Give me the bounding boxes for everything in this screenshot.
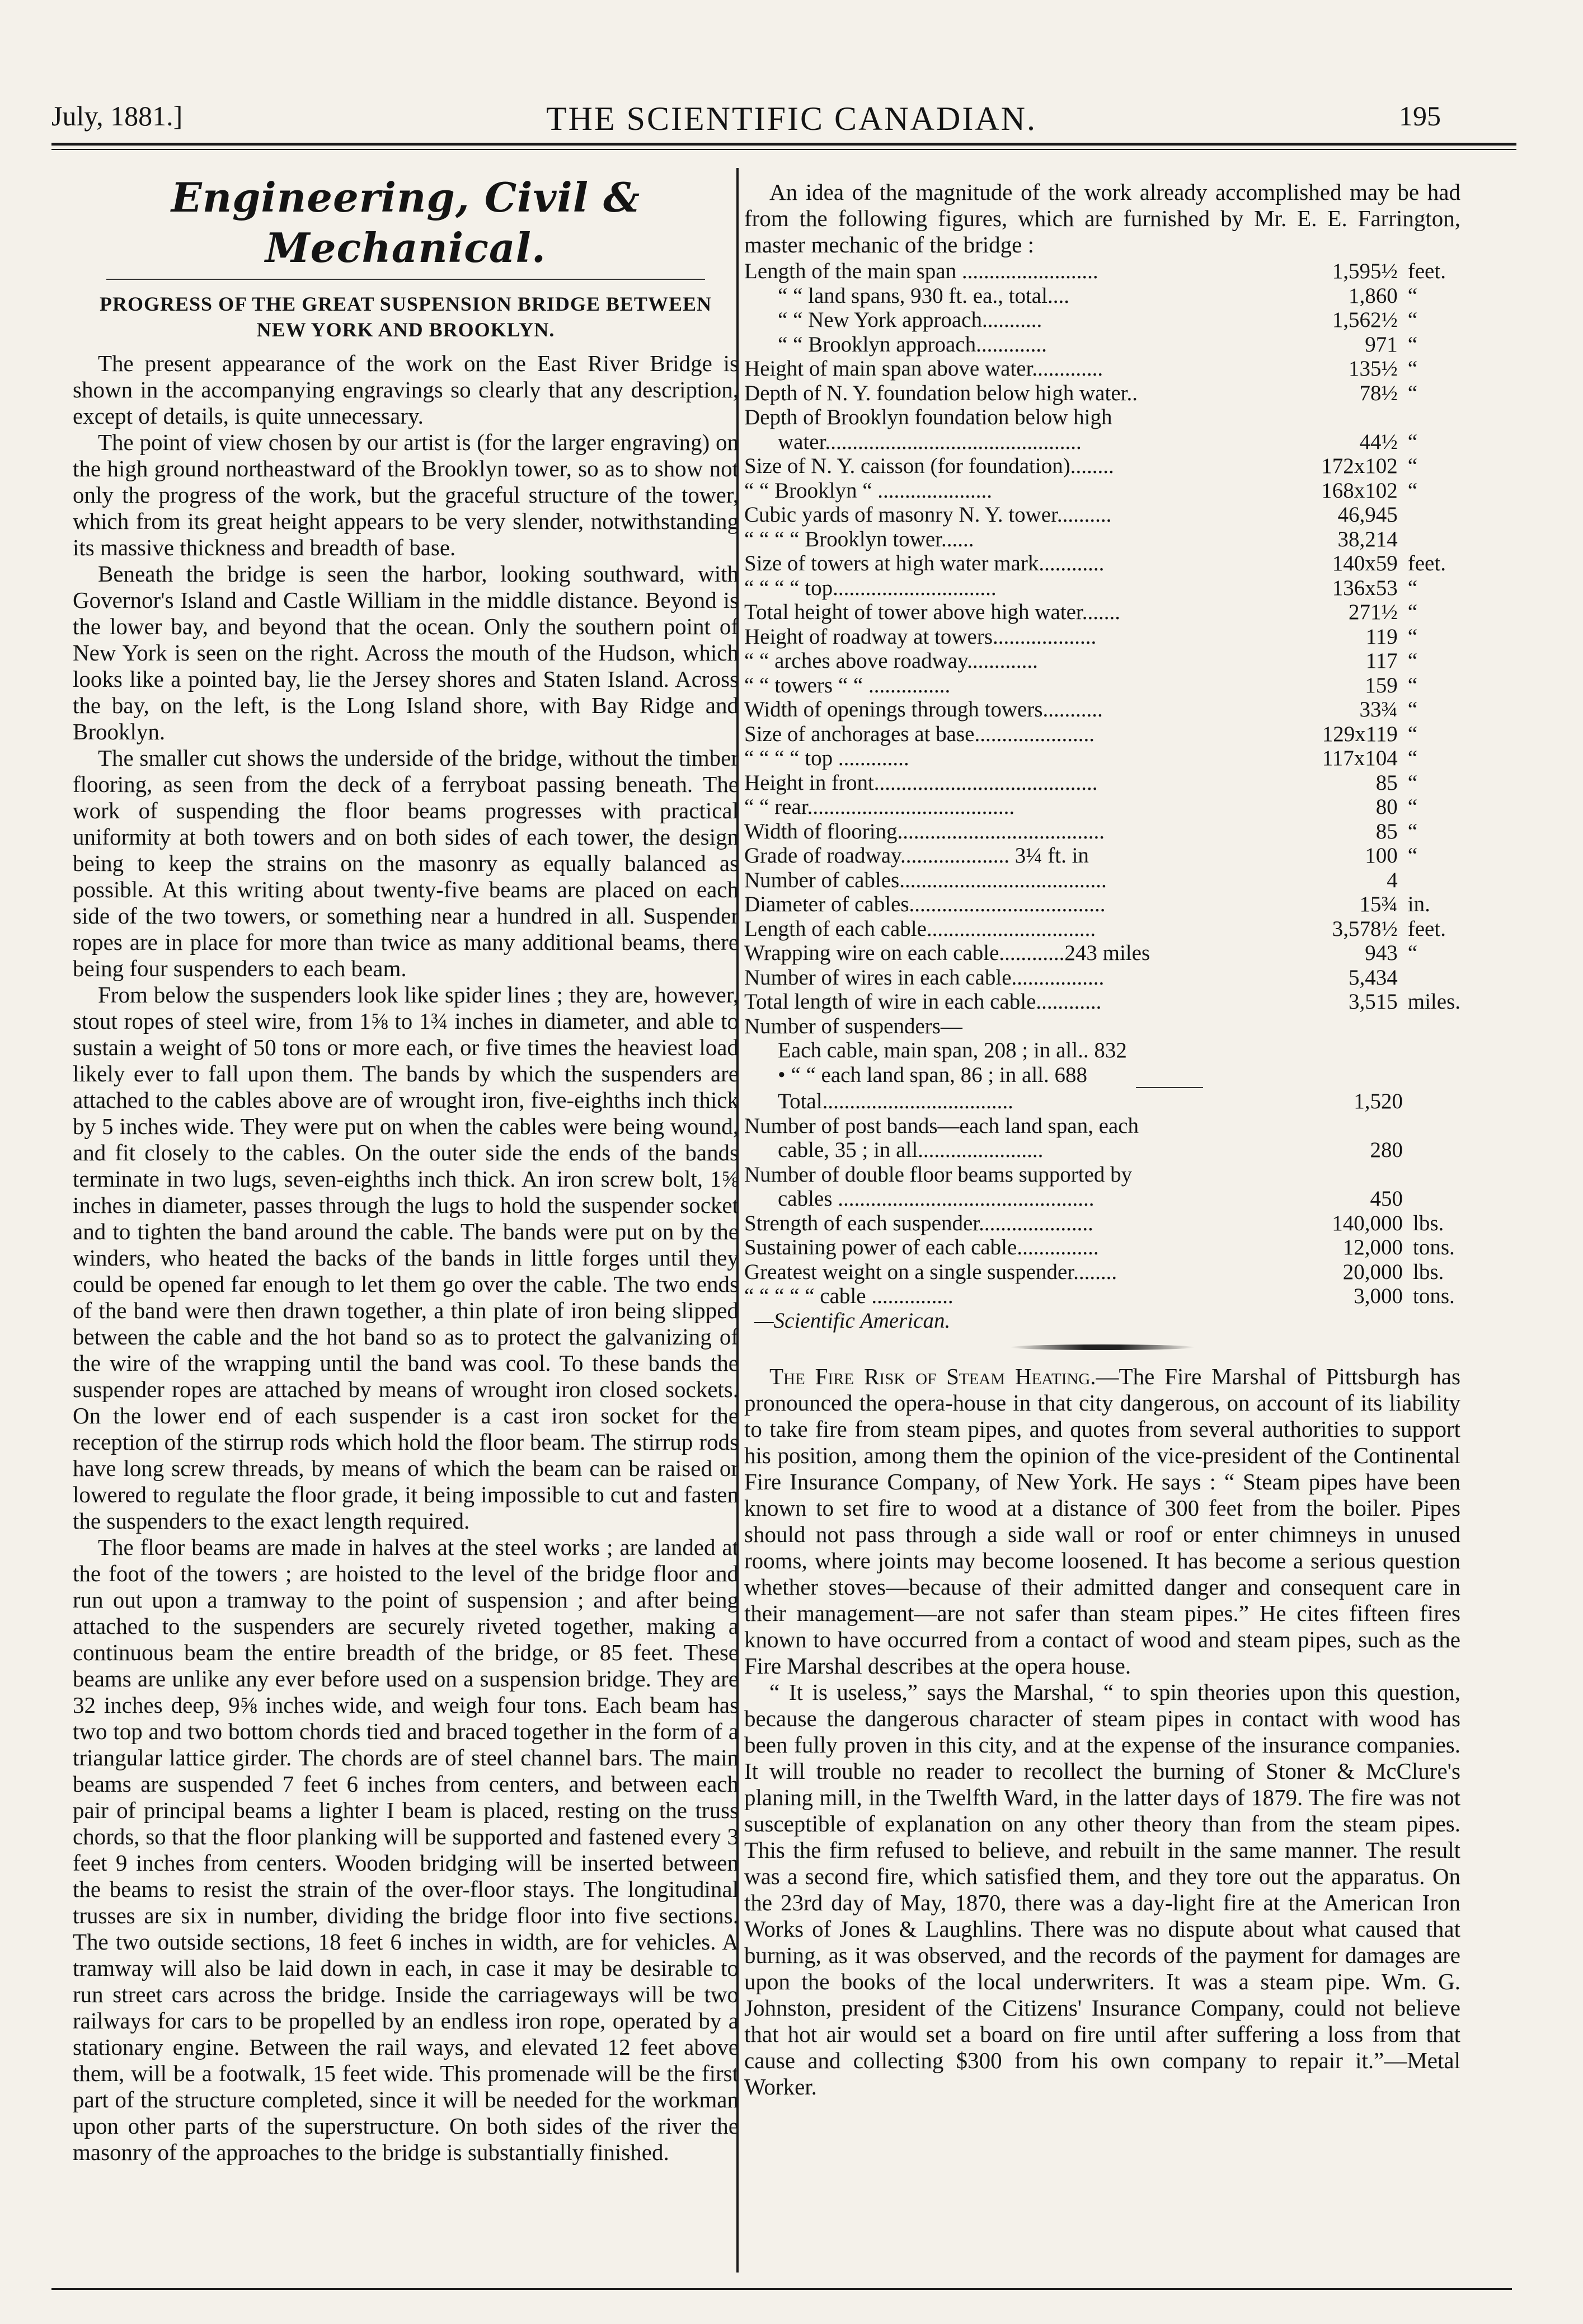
stats-label: Height of main span above water............. [744,357,1103,381]
running-head-title: THE SCIENTIFIC CANADIAN. [546,100,1037,137]
stats-row [744,649,1460,673]
stats-row [744,1014,1460,1039]
left-column [73,172,739,2166]
stats-label: “ “ rear...................................... [744,795,1015,819]
stats-value: 3,515 [1349,990,1398,1014]
stats-value: 4 [1387,868,1398,892]
stats-label: “ “ Brooklyn approach............. [778,332,1047,357]
stats-unit: tons. [1413,1235,1455,1259]
stats-row [744,284,1460,308]
stats-unit: “ [1407,308,1418,332]
stats-value: 38,214 [1337,527,1398,551]
stats-label: “ “ “ “ Brooklyn tower...... [744,527,974,551]
article-paragraph: The point of view chosen by our artist is (for the larger engraving) on the high ground northeastward of the Brooklyn tower, so as to show not only the progress of the work, but the graceful structure of the tower, which from its great height appears to be very slender, notwithstanding its massive thickness and breadth of base. [73,429,739,560]
stats-row [744,868,1460,893]
article2-title: The Fire Risk of Steam Heating. [769,1363,1096,1389]
stats-label: Size of N. Y. caisson (for foundation)........ [744,454,1114,478]
stats-label: Number of double floor beams supported by [744,1162,1133,1187]
stats-value: 78½ [1359,381,1398,405]
stats-row [744,576,1460,601]
stats-value [1280,1014,1408,1039]
stats-unit: tons. [1413,1284,1455,1308]
stats-label: Number of post bands—each land span, each [744,1113,1139,1138]
stats-unit: feet. [1407,551,1446,575]
stats-unit: lbs. [1413,1211,1444,1235]
stats-value [1280,1038,1408,1063]
stats-row [744,771,1460,795]
stats-unit [1413,1089,1460,1114]
stats-row [744,600,1460,625]
stats-value: 1,562½ [1332,308,1398,332]
stats-row [744,1211,1460,1236]
article-title-line1: PROGRESS OF THE GREAT SUSPENSION BRIDGE BETWEEN [100,293,712,315]
stats-row [744,1038,1460,1063]
total-rule [1136,1087,1203,1088]
stats-label: “ “ towers “ “ ............... [744,673,951,697]
stats-row [744,1187,1460,1211]
stats-value: 119 [1365,624,1398,649]
stats-label: Diameter of cables.................................... [744,892,1106,916]
stats-row [744,1138,1460,1163]
stats-unit [1408,527,1460,552]
stats-value: 117 [1365,649,1398,673]
stats-unit: “ [1407,600,1418,624]
stats-row [744,941,1460,966]
article-paragraph: From below the suspenders look like spider lines ; they are, however, stout ropes of steel wire, from 1⅝ to 1¾ inches in diameter, and able to sustain a weight of 50 tons or more each, or five times the heaviest load likely ever to fall upon them. The bands by which the suspenders are attached to the cables above are of wrought iron, five-eighths inch thick by 5 inches wide. They were put on when the cables were being wound, and fit closely to the cables. On the outer side the ends of the bands terminate in two lugs, seven-eighths inch thick. An iron screw bolt, 1⅝ inches in diameter, passes through the lugs to hold the suspender socket and to tighten the band around the cable. The bands were put on by the winders, who heated the backs of the bands in little forges until they could be opened far enough to let them go over the cable. The two ends of the band were then drawn together, a thin plate of iron being slipped between the cable and the hot band so as to protect the galvanizing of the wire of the wrapping until the band was cool. To these bands the suspender ropes are attached by means of wrought iron closed sockets. On the lower end of each suspender is a cast iron socket for the reception of the stirrup rods which hold the floor beam. The stirrup rods have long screw threads, by means of which the beam can be raised or lowered to regulate the floor grade, it being impossible to cut and fasten the suspenders to the exact length required. [73,982,739,1534]
stats-row [744,454,1460,479]
stats-value [1280,1063,1408,1088]
stats-unit [1408,966,1460,990]
stats-value: 117x104 [1322,746,1398,770]
stats-value [1285,1114,1413,1138]
stats-label: Greatest weight on a single suspender........ [744,1259,1117,1284]
stats-row [744,1163,1460,1187]
stats-unit: “ [1407,357,1418,381]
stats-value: 271½ [1349,600,1398,624]
article2-paragraph: “ It is useless,” says the Marshal, “ to spin theories upon this question, because the dangerous character of steam pipes in contact with wood has been fully proven in this city, and at the expense of the insurance companies. It will trouble no reader to recollect the burning of Stoner & McClure's planing mill, in the Twelfth Ward, in the latter days of 1879. The fire was not susceptible of explanation on any other theory than from the steam pipes. This the firm refused to believe, and rebuilt in the same manner. The result was a second fire, which satisfied them, and they tore out the apparatus. On the 23rd day of May, 1870, there was a day-light fire at the American Iron Works of Jones & Laughlins. There was no dispute about what caused that burning, as it was observed, and the records of the payment for damages are upon the books of the local underwriters. It was a steam pipe. Wm. G. Johnston, president of the Citizens' Insurance Company, could not believe that hot air would set a board on fire until after suffering a loss from that cause and collecting $300 from his own company to repair it.”—Metal Worker. [744,1679,1460,2100]
stats-row [744,844,1460,868]
stats-value [1285,1163,1413,1187]
stats-row [744,917,1460,941]
stats-unit [1408,1038,1460,1063]
stats-label: Number of cables...................................... [744,868,1107,892]
stats-unit: “ [1407,844,1418,868]
stats-value: 1,860 [1349,283,1398,308]
stats-unit: “ [1407,624,1418,649]
stats-value: 44½ [1359,429,1398,454]
stats-unit: miles. [1407,990,1460,1014]
stats-row [744,892,1460,917]
stats-label: Width of openings through towers........... [744,697,1103,721]
stats-value: 172x102 [1321,454,1398,478]
stats-label: Sustaining power of each cable............... [744,1235,1099,1259]
bridge-figures-table [744,259,1460,1087]
stats-row [744,795,1460,819]
stats-label: Length of the main span ......................... [744,259,1098,283]
article-paragraph: The smaller cut shows the underside of the bridge, without the timber flooring, as seen from the deck of a ferryboat passing beneath. The work of suspending the floor beams progresses with practical uniformity at both towers and on both sides of each tower, the design being to keep the strains on the masonry as equally balanced as possible. At this writing about twenty-five beams are placed on each side of the two towers, or something near a hundred in all. Suspender ropes are in place for more than twice as many additional beams, there being four suspenders to each beam. [73,745,739,981]
stats-value: 46,945 [1337,503,1398,527]
stats-unit: “ [1407,941,1418,965]
stats-label: Size of towers at high water mark............ [744,551,1105,575]
stats-label: Strength of each suspender..................... [744,1211,1093,1235]
stats-unit: “ [1407,673,1418,697]
stats-value: 85 [1375,770,1398,795]
stats-value: 971 [1365,332,1398,357]
stats-row [744,697,1460,722]
stats-value: 159 [1365,673,1398,697]
stats-row [744,405,1460,430]
stats-value: 80 [1375,795,1398,819]
stats-unit [1413,1138,1460,1163]
header-rule [51,143,1516,146]
stats-label: Width of flooring...................................... [744,819,1105,844]
ornamental-divider [1010,1344,1195,1350]
stats-label: “ “ “ “ “ cable ............... [744,1284,953,1308]
stats-label: Height of roadway at towers................... [744,624,1097,649]
stats-label: Size of anchorages at base...................... [744,721,1095,746]
stats-value: 5,434 [1349,965,1398,990]
article-title-line2: NEW YORK AND BROOKLYN. [256,318,555,341]
stats-label: Total................................... [778,1089,1013,1113]
stats-row [744,381,1460,406]
source-credit: —Scientific American. [754,1308,951,1333]
stats-unit: “ [1407,332,1418,357]
article-paragraph: The floor beams are made in halves at the steel works ; are landed at the foot of the towers ; are hoisted to the level of the bridge floor and run out upon a tramway to the point of suspension ; and after being attached to the suspenders are securely riveted together, making a continuous beam the entire breadth of the bridge, or 85 feet. These beams are unlike any ever before used on a suspension bridge. They are 32 inches deep, 9⅝ inches wide, and weigh four tons. Each beam has two top and two bottom chords tied and braced together in the form of a triangular lattice girder. The chords are of steel channel bars. The main beams are suspended 7 feet 6 inches from centers, and between each pair of principal beams a lighter I beam is placed, resting on the truss chords, so that the floor planking will be supported and fastened every 3 feet 9 inches from centers. Wooden bridging will be inserted between the beams to resist the strain of the over-floor stays. The longitudinal trusses are six in number, dividing the bridge floor into five sections. The two outside sections, 18 feet 6 inches in width, are for vehicles. A tramway will also be laid down in each, in case it may be desirable to run street cars across the bridge. Inside the carriageways will be two railways for cars to be propelled by an endless iron rope, operated by a stationary engine. Between the rail ways, and elevated 12 feet above them, will be a footwalk, 15 feet wide. This promenade will be the first part of the structure completed, since it will be needed for the workman upon other parts of the superstructure. On both sides of the river the masonry of the approaches to the bridge is substantially finished. [73,1534,739,2165]
stats-label: “ “ New York approach........... [778,308,1042,332]
stats-label: Number of wires in each cable................. [744,965,1105,990]
page-number: 195 [1399,100,1441,132]
section-title: Engineering, Civil & Mechanical. [171,174,641,271]
stats-unit: feet. [1407,259,1446,283]
stats-row [744,1260,1460,1285]
stats-value: 3,000 [1354,1284,1403,1308]
stats-label: Number of suspenders— [744,1014,962,1038]
stats-label: Length of each cable............................... [744,916,1096,941]
stats-row [744,722,1460,747]
stats-row [744,966,1460,990]
stats-unit [1408,1014,1460,1039]
stats-value: 129x119 [1322,721,1398,746]
stats-unit [1408,503,1460,527]
stats-unit [1413,1114,1460,1138]
stats-value: 85 [1375,819,1398,844]
stats-label: Depth of Brooklyn foundation below high [744,405,1112,429]
stats-label: cable, 35 ; in all....................... [778,1138,1044,1162]
stats-unit [1413,1163,1460,1187]
stats-unit [1413,1187,1460,1211]
stats-label: water............................................... [778,429,1082,454]
stats-row [744,1284,1460,1309]
stats-value [1280,405,1408,430]
right-column [744,179,1460,2100]
stats-label: Wrapping wire on each cable............243 miles [744,941,1150,965]
stats-unit: “ [1407,721,1418,746]
stats-unit: “ [1407,697,1418,721]
stats-row [744,551,1460,576]
stats-intro: An idea of the magnitude of the work already accomplished may be had from the following figures, which are furnished by Mr. E. E. Farrington, master mechanic of the bridge : [744,179,1460,257]
stats-label: “ “ “ “ top.............................. [744,575,997,600]
stats-row [744,1235,1460,1260]
article2-paragraph [744,1364,1460,1679]
stats-value: 15¾ [1359,892,1398,916]
article-paragraph: The present appearance of the work on the East River Bridge is shown in the accompanying engravings so clearly that any description, except of details, is quite unnecessary. [73,350,739,429]
stats-unit [1408,868,1460,893]
stats-row [744,479,1460,503]
stats-value: 1,520 [1354,1089,1403,1113]
stats-value: 33¾ [1359,697,1398,721]
stats-label: cables ............................................... [778,1187,1095,1211]
stats-label: • “ “ each land span, 86 ; in all. 688 [778,1062,1087,1087]
stats-value: 280 [1370,1138,1403,1162]
stats-value: 12,000 [1342,1235,1403,1259]
stats-row [744,1089,1460,1114]
stats-value: 135½ [1349,357,1398,381]
stats-unit: “ [1407,819,1418,844]
stats-unit: “ [1407,770,1418,795]
stats-unit: feet. [1407,916,1446,941]
stats-unit [1408,1063,1460,1088]
article-paragraph: Beneath the bridge is seen the harbor, looking southward, with Governor's Island and Castle William in the middle distance. Beyond is the lower bay, and beyond that the ocean. Only the southern point of New York is seen on the right. Across the mouth of the Hudson, which looks like a pointed bay, lie the Jersey shores and Staten Island. Across the bay, on the left, is the Long Island shore, with Bay Ridge and Brooklyn. [73,561,739,744]
header-rule-thin [51,149,1516,150]
footer-rule [51,2288,1512,2290]
stats-label: “ “ land spans, 930 ft. ea., total.... [778,283,1069,308]
stats-value: 168x102 [1321,478,1398,503]
section-rule [106,279,705,280]
stats-unit: “ [1407,454,1418,478]
article2-text: —The Fire Marshal of Pittsburgh has pronounced the opera-house in that city dangerous, on account of its liability to take fire from steam pipes, and quotes from several authorities to support his position, among them the opinion of the vice-president of the Continental Fire Insurance Company, of New York. He says : “ Steam pipes have been known to set fire to wood at a distance of 300 feet from the boiler. Pipes should not pass through a side wall or roof or enter chimneys in unused rooms, where joints may become loosened. It has become a serious question whether stoves—because of their admitted danger and consequent care in their management—are not safer than steam pipes.” He cites fifteen fires known to have occurred from a contact of wood and steam pipes, such as the Fire Marshal describes at the opera house. [744,1363,1460,1679]
stats-row [744,1063,1460,1088]
stats-unit: “ [1407,575,1418,600]
stats-unit [1408,405,1460,430]
stats-row [744,527,1460,552]
stats-row [744,990,1460,1014]
bridge-figures-table-2 [744,1089,1460,1309]
stats-label: Height in front......................................... [744,770,1098,795]
stats-value: 100 [1365,844,1398,868]
running-head-date: July, 1881.] [51,100,183,132]
stats-row [744,259,1460,284]
stats-row [744,308,1460,332]
stats-unit: “ [1407,795,1418,819]
stats-value: 140,000 [1332,1211,1403,1235]
stats-value: 3,578½ [1332,916,1398,941]
article-title [73,291,739,343]
stats-label: “ “ Brooklyn “ ..................... [744,478,993,503]
stats-unit: “ [1407,746,1418,770]
stats-row [744,357,1460,381]
stats-unit: in. [1407,892,1430,916]
stats-unit: “ [1407,649,1418,673]
stats-unit: “ [1407,381,1418,405]
stats-row [744,625,1460,649]
stats-value: 20,000 [1342,1259,1403,1284]
stats-unit: “ [1407,429,1418,454]
stats-unit: “ [1407,283,1418,308]
stats-label: Cubic yards of masonry N. Y. tower.......... [744,503,1112,527]
stats-value: 943 [1365,941,1398,965]
stats-row [744,332,1460,357]
stats-label: Grade of roadway.................... 3¼ ft. in [744,844,1089,868]
stats-value: 450 [1370,1187,1403,1211]
stats-value: 140x59 [1332,551,1398,575]
stats-row [744,1114,1460,1138]
stats-label: “ “ arches above roadway............. [744,649,1038,673]
stats-row [744,819,1460,844]
stats-row [744,430,1460,455]
stats-label: Total height of tower above high water....... [744,600,1121,624]
stats-unit: lbs. [1413,1259,1444,1284]
stats-row [744,746,1460,771]
stats-label: Total length of wire in each cable............ [744,990,1102,1014]
stats-value: 136x53 [1332,575,1398,600]
stats-label: Each cable, main span, 208 ; in all.. 832 [778,1038,1127,1062]
stats-label: “ “ “ “ top ............. [744,746,909,770]
stats-unit: “ [1407,478,1418,503]
stats-value: 1,595½ [1332,259,1398,283]
stats-row [744,503,1460,527]
stats-row [744,673,1460,698]
stats-label: Depth of N. Y. foundation below high water.. [744,381,1138,405]
